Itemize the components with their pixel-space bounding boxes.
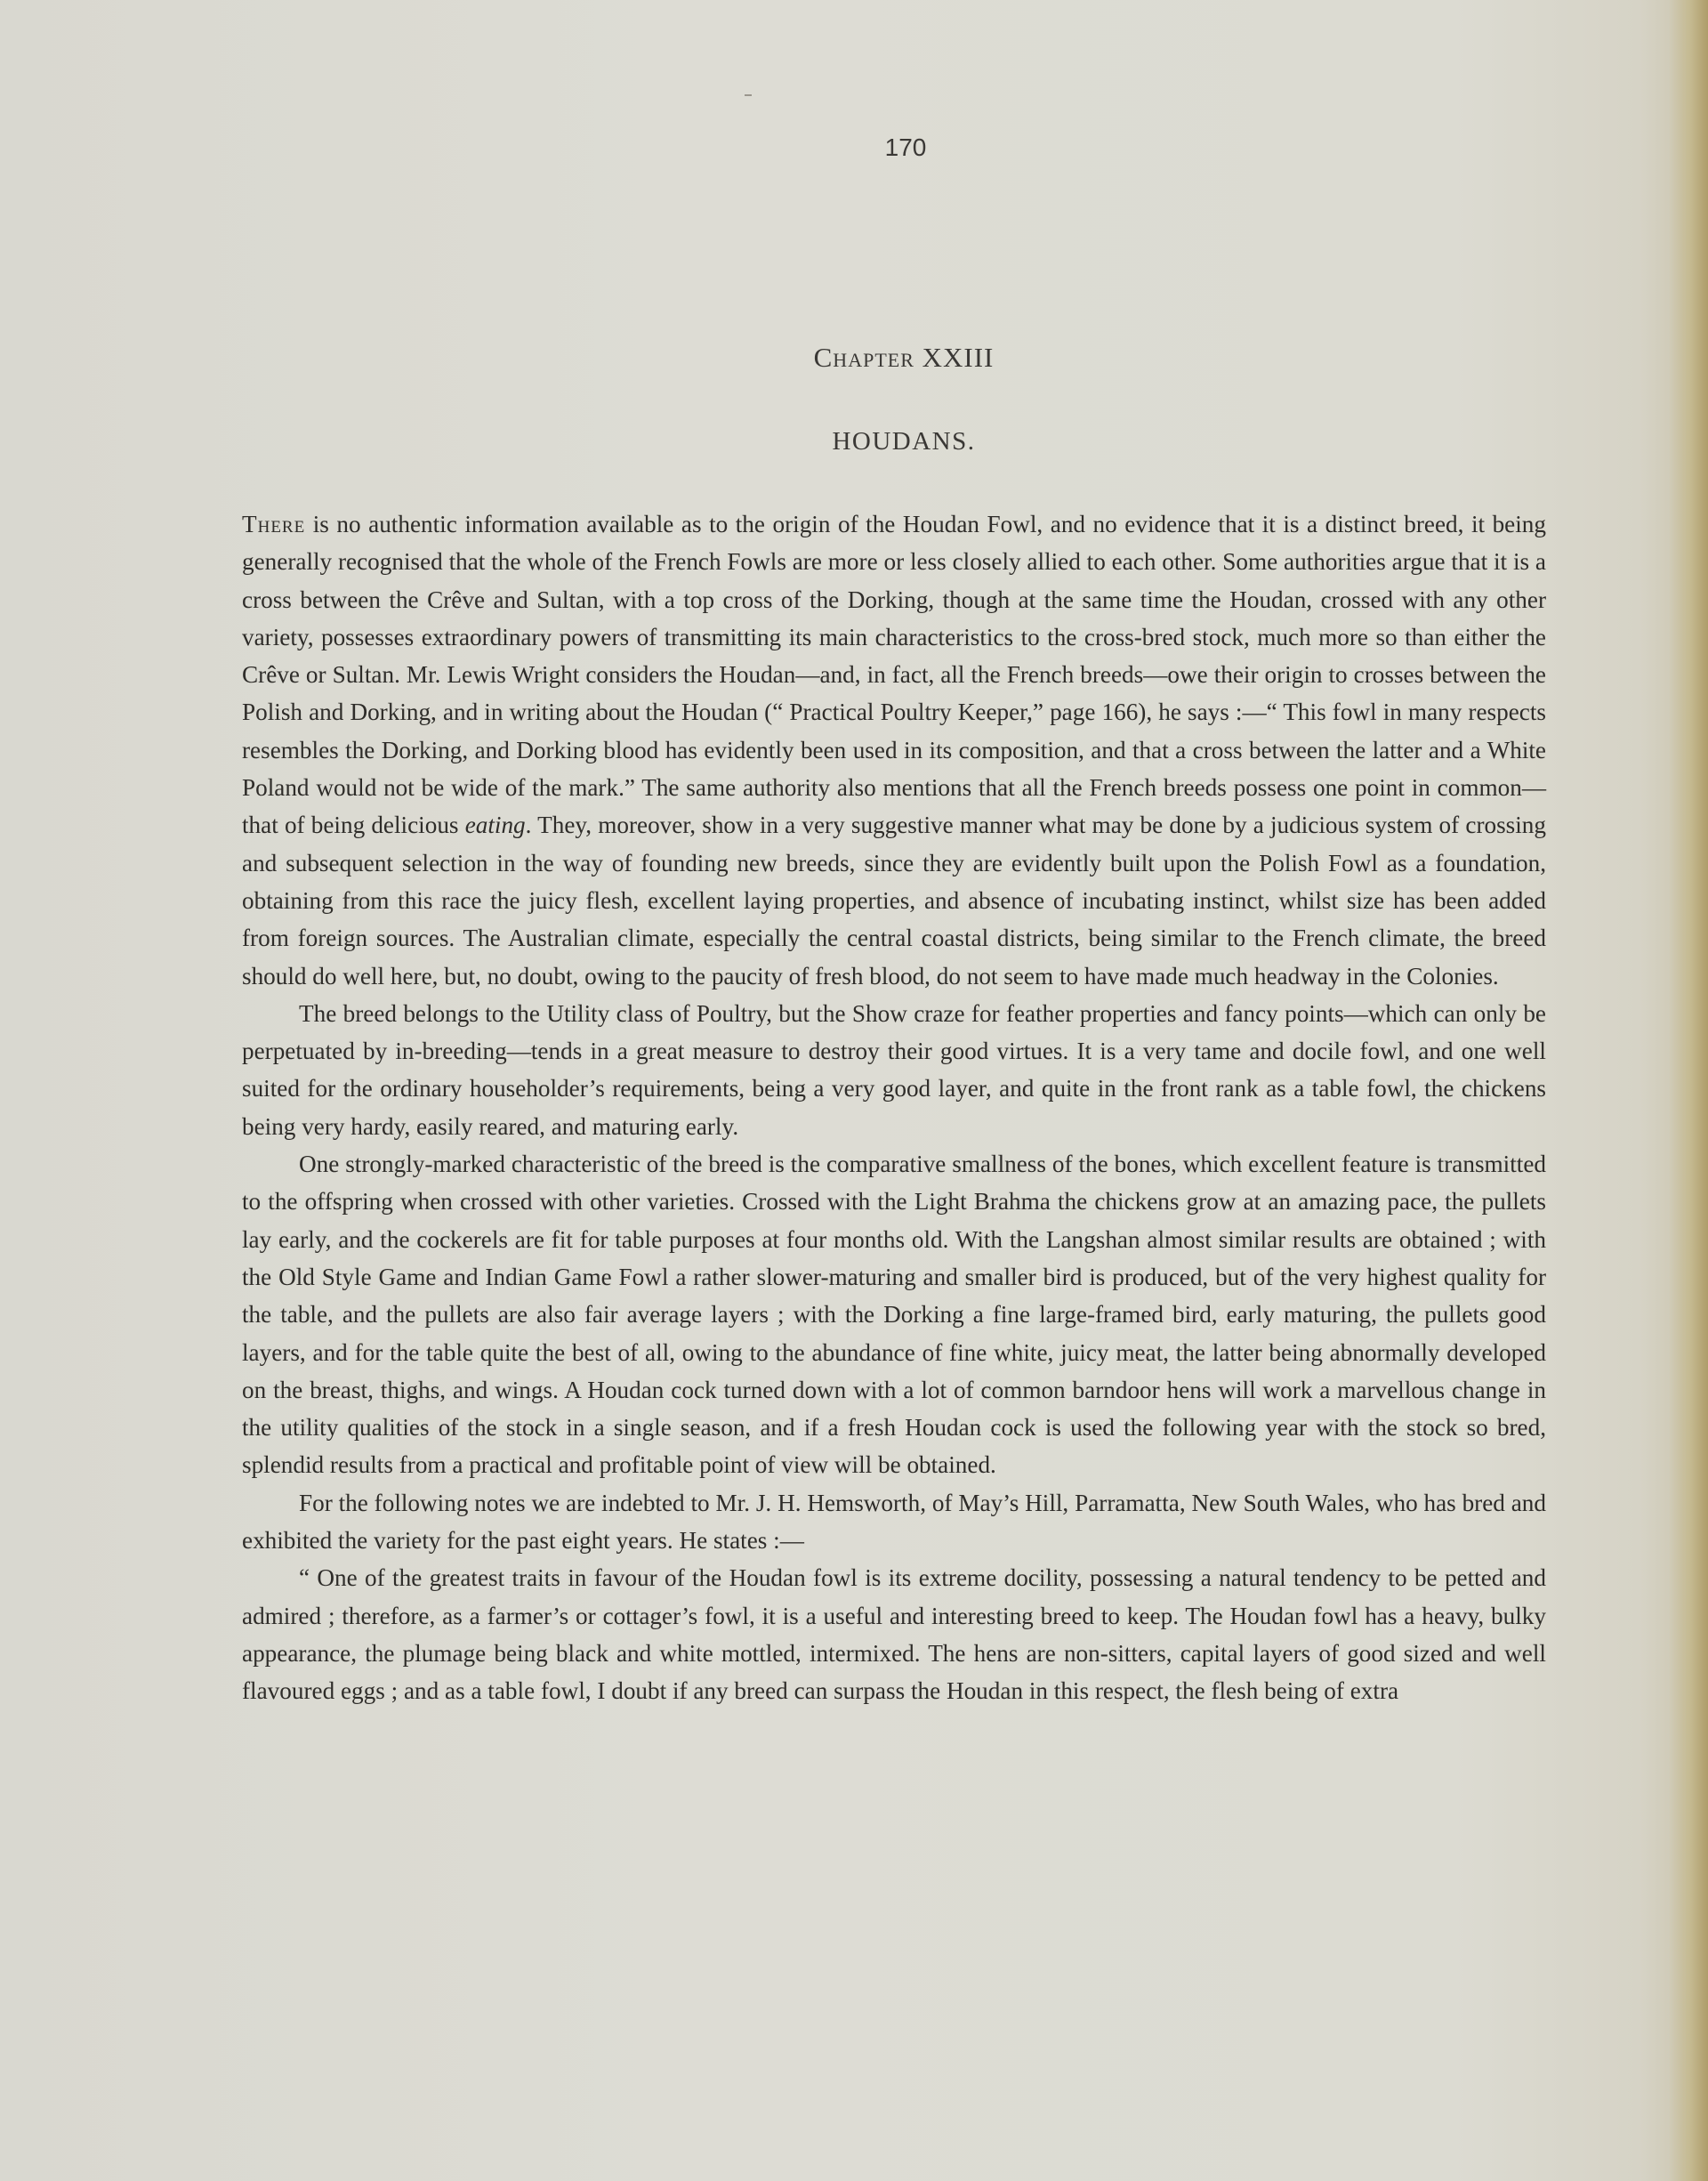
chapter-title: HOUDANS.	[832, 427, 976, 456]
print-mark	[745, 94, 752, 96]
paragraph-text: is no authentic information available as to the origin of the Houdan Fowl, and no evidence that it is a distinct breed, it being generally recognised that the whole of the French Fowls are more or less closely allied to each other. Some authorities argue that it is a cross between the Crêve and Sultan, with a top cross of the Dorking, though at the same time the Houdan, crossed with any other variety, possesses extraordinary powers of transmitting its main characteristics to the cross-bred stock, much more so than either the Crêve or Sultan. Mr. Lewis Wright considers the Houdan—and, in fact, all the French breeds—owe their origin to crosses between the Polish and Dorking, and in writing about the Houdan (“ Practical Poultry Keeper,” page 166), he says :—“ This fowl in many respects resembles the Dorking, and Dorking blood has evidently been used in its composition, and that a cross between the latter and a White Poland would not be wide of the mark.” The same authority also mentions that all the French breeds possess one point in common—that of being delicious	[242, 511, 1546, 839]
paragraph-lead-word: There	[242, 511, 306, 537]
body-text	[242, 505, 1546, 1710]
page-number: 170	[884, 133, 927, 161]
chapter-heading: Chapter XXIII	[813, 342, 995, 373]
paragraph: For the following notes we are indebted to Mr. J. H. Hemsworth, of May’s Hill, Parramatta, New South Wales, who has bred and exhibited the variety for the past eight years. He states :—	[242, 1489, 1546, 1555]
paragraph	[242, 505, 1546, 995]
paragraph: One strongly-marked characteristic of the breed is the comparative smallness of the bones, which excellent feature is transmitted to the offspring when crossed with other varieties. Crossed with the Light Brahma the chickens grow at an amazing pace, the pullets lay early, and the cockerels are fit for table purposes at four months old. With the Langshan almost similar results are obtained ; with the Old Style Game and Indian Game Fowl a rather slower-maturing and smaller bird is produced, but of the very highest quality for the table, and the pullets are also fair average layers ; with the Dorking a fine large-framed bird, early maturing, the pullets good layers, and for the table quite the best of all, owing to the abundance of fine white, juicy meat, the latter being abnormally developed on the breast, thighs, and wings. A Houdan cock turned down with a lot of common barndoor hens will work a marvellous change in the utility qualities of the stock in a single season, and if a fresh Houdan cock is used the following year with the stock so bred, splendid results from a practical and profitable point of view will be obtained.	[242, 1151, 1546, 1479]
paragraph: The breed belongs to the Utility class of Poultry, but the Show craze for feather properties and fancy points—which can only be perpetuated by in-breeding—tends in a great measure to destroy their good virtues. It is a very tame and docile fowl, and one well suited for the ordinary householder’s requirements, being a very good layer, and quite in the front rank as a table fowl, the chickens being very hardy, easily reared, and maturing early.	[242, 999, 1546, 1140]
paragraph-text: . They, moreover, show in a very suggestive manner what may be done by a judicious system of crossing and subsequent selection in the way of founding new breeds, since they are evidently built upon the Polish Fowl as a foundation, obtaining from this race the juicy flesh, excellent laying properties, and absence of incubating instinct, whilst size has been added from foreign sources. The Australian climate, especially the central coastal districts, being similar to the French climate, the breed should do well here, but, no doubt, owing to the paucity of fresh blood, do not seem to have made much headway in the Colonies.	[242, 812, 1546, 990]
page-edge-shadow	[1669, 0, 1708, 2181]
paragraph: “ One of the greatest traits in favour of the Houdan fowl is its extreme docility, possessing a natural tendency to be petted and admired ; therefore, as a farmer’s or cottager’s fowl, it is a useful and interesting breed to keep. The Houdan fowl has a heavy, bulky appearance, the plumage being black and white mottled, intermixed. The hens are non-sitters, capital layers of good sized and well flavoured eggs ; and as a table fowl, I doubt if any breed can surpass the Houdan in this respect, the flesh being of extra	[242, 1564, 1546, 1705]
emphasized-word: eating	[464, 812, 526, 839]
